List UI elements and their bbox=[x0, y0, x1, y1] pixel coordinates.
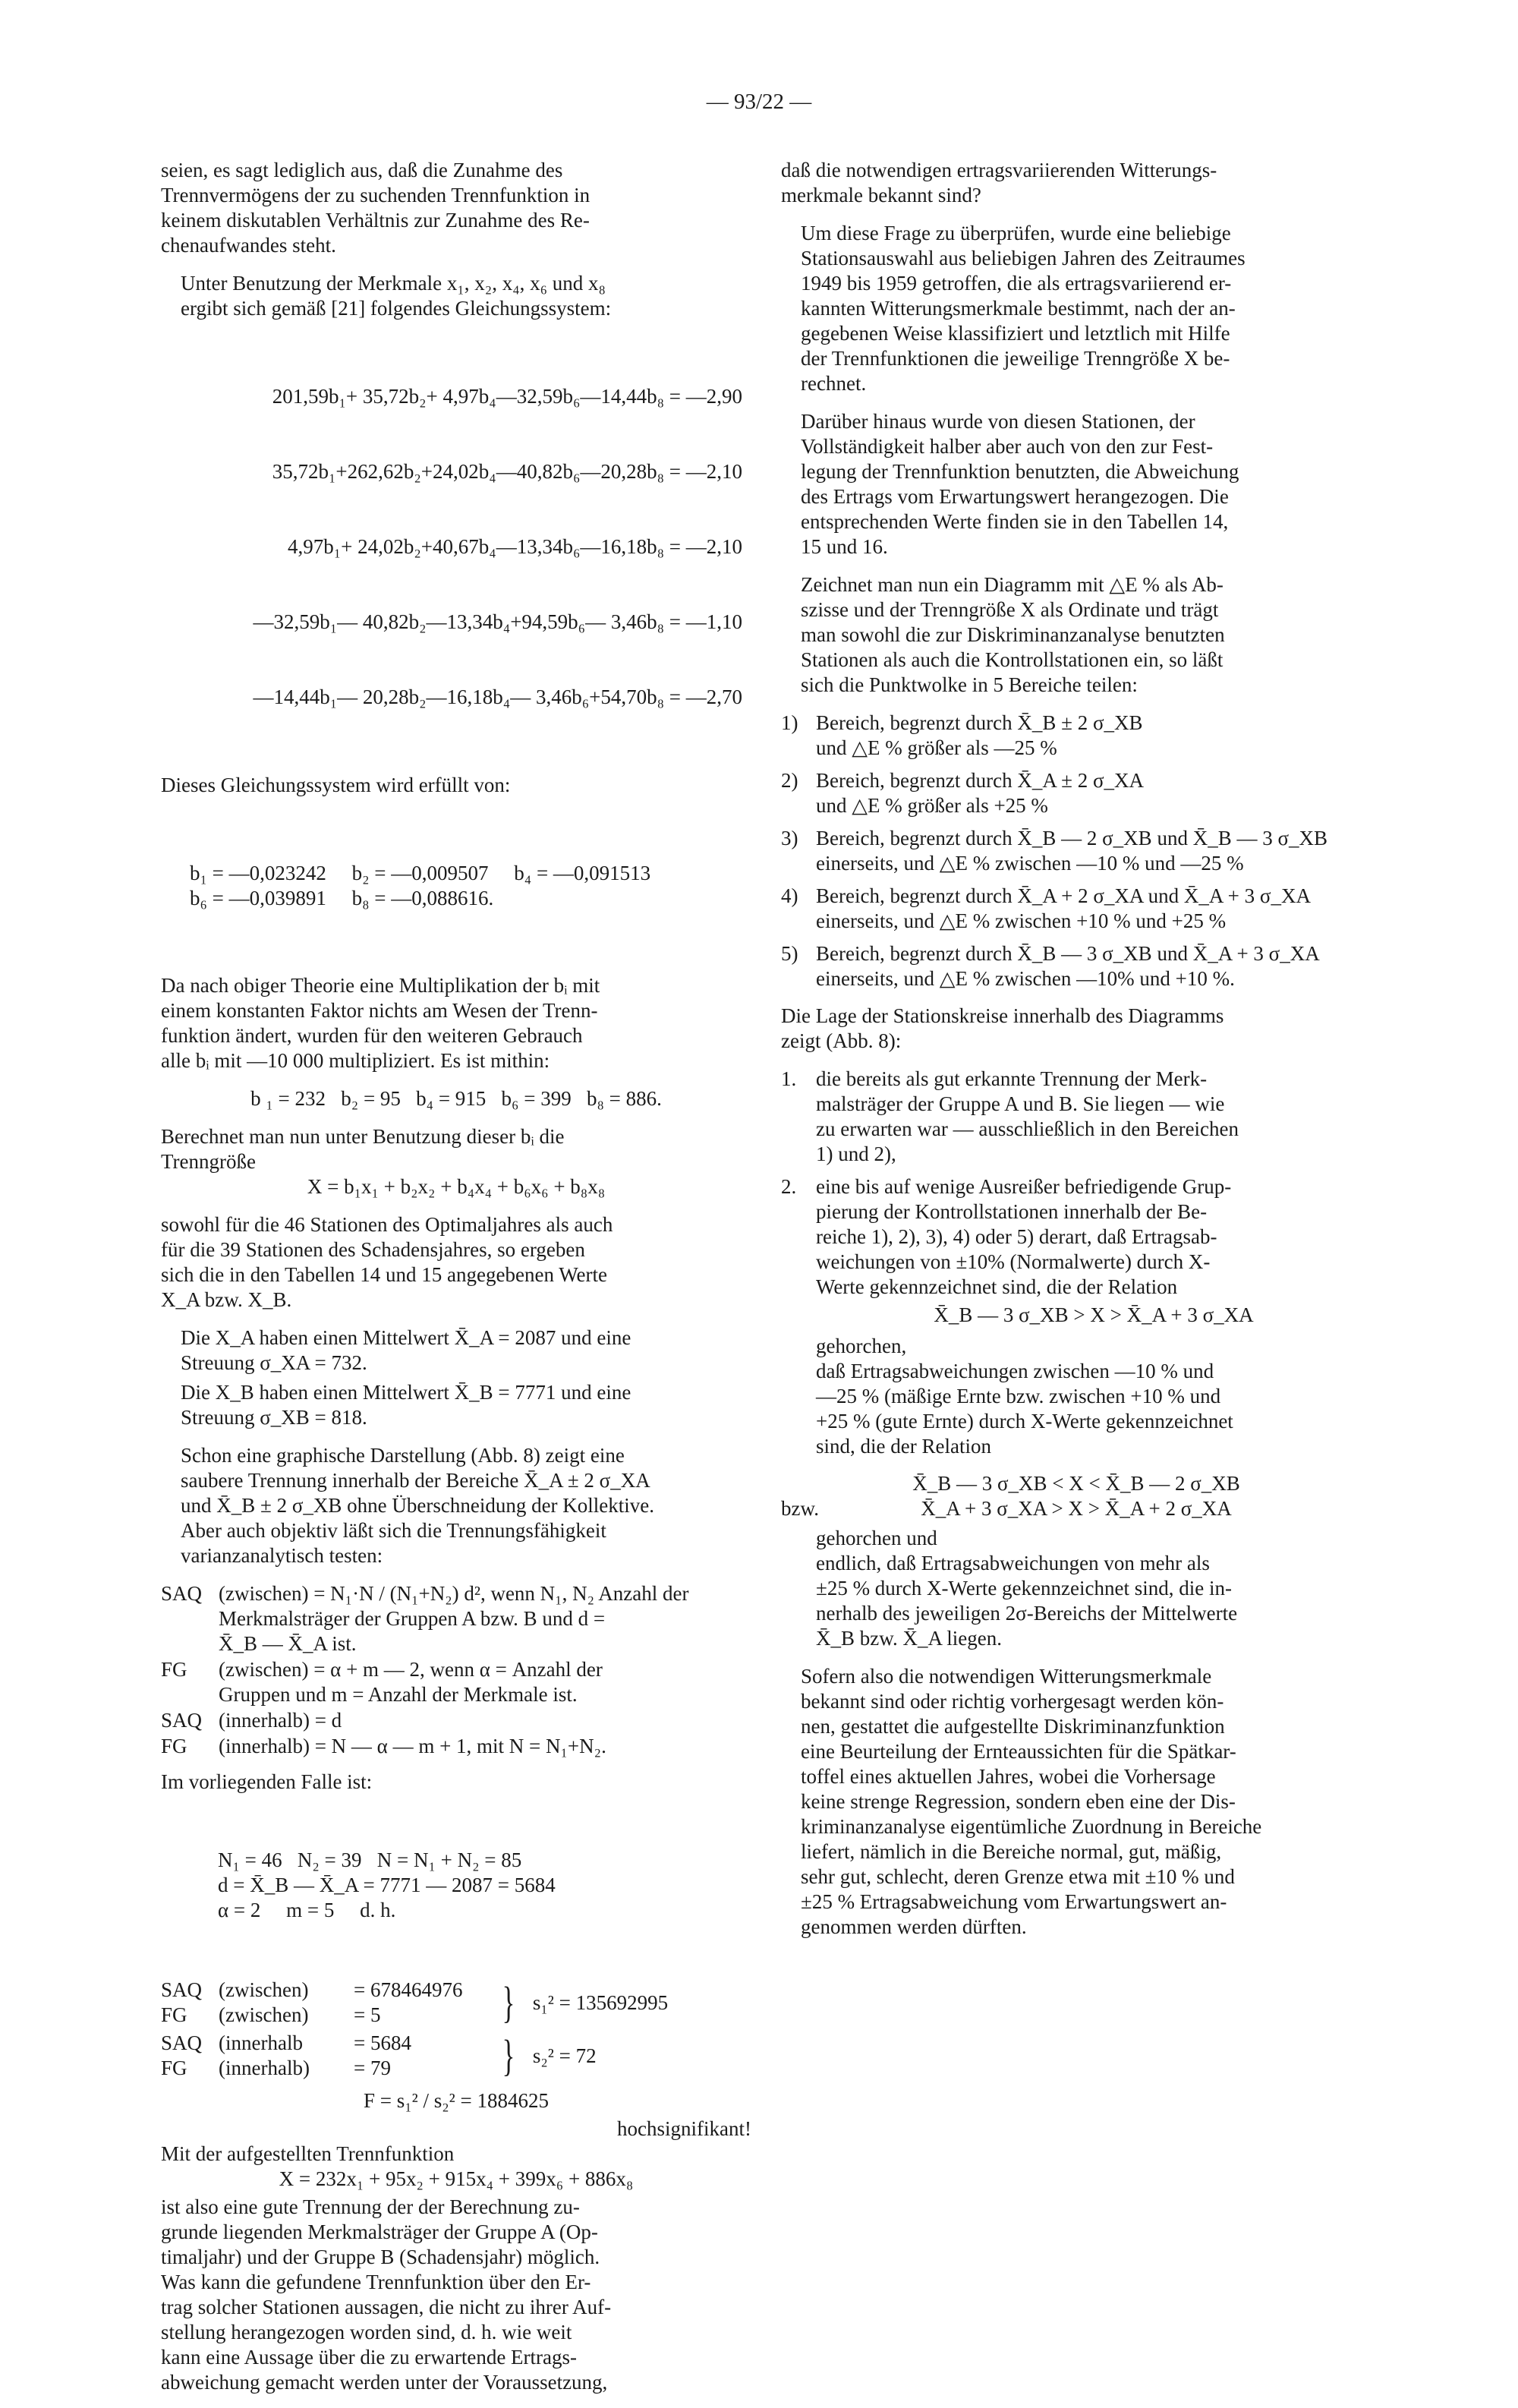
equation: —14,44b₁— 20,28b₂—16,18b₄— 3,46b₆+54,70b₈ = —2,70 bbox=[253, 686, 742, 708]
relation: X̄_B — 3 σ_XB < X < X̄_B — 2 σ_XB bbox=[912, 1472, 1240, 1495]
range-list bbox=[781, 711, 1372, 991]
paragraph: Um diese Frage zu überprüfen, wurde eine beliebige Stationsauswahl aus beliebigen Jahren des Zeitraumes 1949 bis 1959 getroffen, die als ertragsvariierend er- kannten Witterungsmerkmale bestimmt, nach der an- gegebenen Weise klassifiziert und letztlich mit Hilfe der Trennfunktionen die jeweilige Trenngröße X be- rechnet. bbox=[801, 222, 1246, 395]
coefficients: b ₁ = 232 b₂ = 95 b₄ = 915 b₆ = 399 b₈ = 886. bbox=[250, 1087, 662, 1110]
paragraph: daß die notwendigen ertragsvariierenden Witterungs- merkmale bekannt sind? bbox=[781, 159, 1217, 206]
paragraph: sowohl für die 46 Stationen des Optimaljahres als auch für die 39 Stationen des Schadensjahres, so ergeben sich die in den Tabellen 14 und 15 angegebenen Werte X_A bzw. X_B. bbox=[161, 1213, 613, 1311]
relation: X̄_A + 3 σ_XA > X > X̄_A + 2 σ_XA bbox=[921, 1497, 1232, 1520]
definitions: SAQ (zwischen) = N₁·N / (N₁+N₂) d², wenn N₁, N₂ Anzahl der Merkmalsträger der Gruppen A bzw. B und d = X̄_B — X̄_A ist. FG (zwischen) = α + m — 2, wenn α = Anzahl der Gruppen und m = Anzahl der Merkmale ist. SAQ (innerhalb) = d FG (innerhalb) = N — α — m + 1, mit N = N₁+N₂. bbox=[161, 1582, 689, 1757]
paragraph: Die Lage der Stationskreise innerhalb des Diagramms zeigt (Abb. 8): bbox=[781, 1004, 1224, 1052]
equation: 201,59b₁+ 35,72b₂+ 4,97b₄—32,59b₆—14,44b₈ = —2,90 bbox=[272, 385, 742, 408]
paragraph: Mit der aufgestellten Trennfunktion X = 232x₁ + 95x₂ + 915x₄ + 399x₆ + 886x₈ bbox=[161, 2142, 751, 2192]
f-value: F = s₁² / s₂² = 1884625 bbox=[363, 2089, 549, 2112]
formula-final: X = 232x₁ + 95x₂ + 915x₄ + 399x₆ + 886x₈ bbox=[279, 2167, 634, 2190]
left-column bbox=[161, 158, 751, 2408]
equation: 4,97b₁+ 24,02b₂+40,67b₄—13,34b₆—16,18b₈ = —2,10 bbox=[288, 535, 742, 558]
significance-note: hochsignifikant! bbox=[617, 2117, 751, 2140]
paragraph: Unter Benutzung der Merkmale x₁, x₂, x₄, x₆ und x₈ ergibt sich gemäß [21] folgendes Gleichungssystem: bbox=[181, 272, 612, 320]
paragraph: Die X_A haben einen Mittelwert X̄_A = 2087 und eine Streuung σ_XA = 732. bbox=[181, 1326, 631, 1374]
paragraph: Die X_B haben einen Mittelwert X̄_B = 7771 und eine Streuung σ_XB = 818. bbox=[181, 1381, 631, 1429]
list-item: 5) Bereich, begrenzt durch X̄_B — 3 σ_XB und X̄_A + 3 σ_XA einerseits, und △E % zwischen —10% und +10 %. bbox=[781, 942, 1320, 990]
brace-icon: } bbox=[502, 1978, 515, 2027]
conclusion-block: gehorchen und endlich, daß Ertragsabweichungen von mehr als ±25 % durch X-Werte gekennzeichnet sind, die in- nerhalb des jeweiligen 2σ-Bereichs der Mittelwerte X̄_B bzw. X̄_A liegen. bbox=[816, 1527, 1238, 1650]
finding-list bbox=[781, 1067, 1372, 1459]
paragraph: Schon eine graphische Darstellung (Abb. 8) zeigt eine saubere Trennung innerhalb der Bereiche X̄_A ± 2 σ_XA und X̄_B ± 2 σ_XB ohne Überschneidung der Kollektive. Aber auch objektiv läßt sich die Trennungsfähigkeit varianzanalytisch testen: bbox=[181, 1444, 655, 1567]
equation: 35,72b₁+262,62b₂+24,02b₄—40,82b₆—20,28b₈ = —2,10 bbox=[272, 460, 742, 483]
formula-x: X = b₁x₁ + b₂x₂ + b₄x₄ + b₆x₆ + b₈x₈ bbox=[307, 1175, 606, 1198]
variance-block-within: SAQ (innerhalb = 5684 FG (innerhalb) = 79 } s₂² = 72 bbox=[161, 2031, 597, 2080]
relation: X̄_B — 3 σ_XB > X > X̄_A + 3 σ_XA bbox=[934, 1303, 1254, 1326]
list-item: 3) Bereich, begrenzt durch X̄_B — 2 σ_XB und X̄_B — 3 σ_XB einerseits, und △E % zwischen —10 % und —25 % bbox=[781, 827, 1328, 875]
calculation: N₁ = 46 N₂ = 39 N = N₁ + N₂ = 85 d = X̄_B — X̄_A = 7771 — 2087 = 5684 α = 2 m = 5 d. h. bbox=[218, 1849, 556, 1921]
paragraph: ist also eine gute Trennung der der Berechnung zu- grunde liegenden Merkmalsträger der Gruppe A (Op- timaljahr) und der Gruppe B (Schadensjahr) möglich. Was kann die gefundene Trennfunktion über den Er- trag solcher Stationen aussagen, die nicht zu ihrer Auf- stellung herangezogen worden sind, d. h. wie weit kann eine Aussage über die zu erwartende Ertrags- abweichung gemacht werden unter der Voraussetzung, bbox=[161, 2195, 612, 2394]
list-item: 2. eine bis auf wenige Ausreißer befriedigende Grup- pierung der Kontrollstationen innerhalb der Be- reiche 1), 2), 3), 4) oder 5) derart, daß Ertragsab- weichungen von ±10% (Normalwerte) durch X- Werte gekennzeichnet sind, die der Relation X̄_B — 3 σ_XB > X > X̄_A + 3 σ_XA gehorchen, daß Ertragsabweichungen zwischen —10 % und —25 % (mäßige Ernte bzw. zwischen +10 % und +25 % (gute Ernte) durch X-Werte gekennzeichnet sind, die der Relation bbox=[781, 1174, 1372, 1459]
brace-icon: } bbox=[502, 2031, 515, 2080]
paragraph: Darüber hinaus wurde von diesen Stationen, der Vollständigkeit halber aber auch von den zur Fest- legung der Trennfunktion benutzten, die Abweichung des Ertrags vom Erwartungswert herangezogen. Die entsprechenden Werte finden sie in den Tabellen 14, 15 und 16. bbox=[801, 410, 1239, 558]
paragraph: Da nach obiger Theorie eine Multiplikation der bᵢ mit einem konstanten Faktor nichts am Wesen der Trenn- funktion ändert, wurden für den weiteren Gebrauch alle bᵢ mit —10 000 multipliziert. Es ist mithin: bbox=[161, 974, 600, 1072]
equation: —32,59b₁— 40,82b₂—13,34b₄+94,59b₆— 3,46b₈ = —1,10 bbox=[253, 610, 742, 633]
solution-values: b₁ = —0,023242 b₂ = —0,009507 b₄ = —0,091513 b₆ = —0,039891 b₈ = —0,088616. bbox=[190, 862, 651, 909]
relation-row: bzw. X̄_A + 3 σ_XA > X > X̄_A + 2 σ_XA bbox=[781, 1496, 1372, 1521]
paragraph: Sofern also die notwendigen Witterungsmerkmale bekannt sind oder richtig vorhergesagt werden kön- nen, gestattet die aufgestellte Diskriminanzfunktion eine Beurteilung der Ernteaussichten für die Spätkar- toffel eines aktuellen Jahres, wobei die Vorhersage keine strenge Regression, sondern eben eine der Dis- kriminanzanalyse eigentümliche Zuordnung in Bereiche liefert, nämlich in die Bereiche normal, gut, mäßig, sehr gut, schlecht, deren Grenze etwa mit ±10 % und ±25 % Ertragsabweichung vom Erwartungswert an- genommen werden dürften. bbox=[801, 1665, 1262, 1938]
paragraph: Dieses Gleichungssystem wird erfüllt von: bbox=[161, 774, 511, 796]
page-number: — 93/22 — bbox=[706, 90, 812, 114]
list-item: 1) Bereich, begrenzt durch X̄_B ± 2 σ_XB und △E % größer als —25 % bbox=[781, 711, 1143, 759]
paragraph: Im vorliegenden Falle ist: bbox=[161, 1770, 373, 1793]
list-item: 1. die bereits als gut erkannte Trennung der Merk- malsträger der Gruppe A und B. Sie liegen — wie zu erwarten war — ausschließlich in den Bereichen 1) und 2), bbox=[781, 1067, 1239, 1165]
paragraph: Berechnet man nun unter Benutzung dieser bᵢ die Trenngröße X = b₁x₁ + b₂x₂ + b₄x₄ + b₆x₆ + b₈x₈ bbox=[161, 1124, 751, 1199]
equation-system bbox=[161, 334, 751, 760]
list-item: 4) Bereich, begrenzt durch X̄_A + 2 σ_XA und X̄_A + 3 σ_XA einerseits, und △E % zwischen +10 % und +25 % bbox=[781, 884, 1311, 932]
list-item: 2) Bereich, begrenzt durch X̄_A ± 2 σ_XA und △E % größer als +25 % bbox=[781, 769, 1144, 817]
right-column bbox=[781, 158, 1372, 1953]
paragraph: Zeichnet man nun ein Diagramm mit △E % als Ab- szisse und der Trenngröße X als Ordinate und trägt man sowohl die zur Diskriminanzanalyse benutzten Stationen als auch die Kontrollstationen ein, so läßt sich die Punktwolke in 5 Bereiche teilen: bbox=[801, 573, 1225, 696]
paragraph: seien, es sagt lediglich aus, daß die Zunahme des Trennvermögens der zu suchenden Trennfunktion in keinem diskutablen Verhältnis zur Zunahme des Re- chenaufwandes steht. bbox=[161, 159, 591, 257]
variance-block-between: SAQ (zwischen) = 678464976 FG (zwischen) = 5 } s₁² = 135692995 bbox=[161, 1978, 669, 2027]
